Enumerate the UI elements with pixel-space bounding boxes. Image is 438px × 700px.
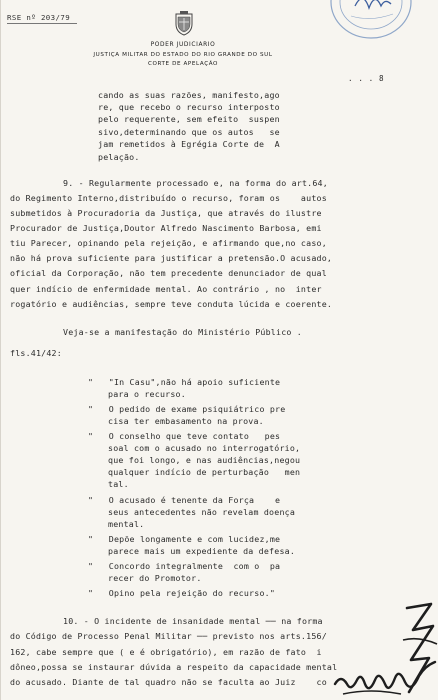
- text-line: 162, cabe sempre que ( e é obrigatório), em razão de fato i: [10, 647, 322, 657]
- text-line: do Regimento Interno,distribuído o recurso, foram os autos: [10, 193, 327, 203]
- reference-underline: [7, 23, 77, 24]
- quote-line: mental.: [108, 519, 145, 529]
- quote-line: que foi longo, e nas audiências,negou: [108, 455, 301, 465]
- text-line: não há prova suficiente para justificar a pretensão.O acusado,: [10, 253, 333, 263]
- letterhead: [61, 41, 305, 70]
- text-line: submetidos à Procuradoria da Justiça, que através do ilustre: [10, 208, 322, 218]
- quote-line: " O pedido de exame psiquiátrico pre: [88, 404, 286, 414]
- text-line: do acusado. Diante de tal quadro não se faculta ao Juiz co: [10, 677, 327, 687]
- letterhead-line: JUSTIÇA MILITAR DO ESTADO DO RIO GRANDE DO SUL: [93, 51, 273, 58]
- text-line: Veja-se a manifestação do Ministério Público .: [63, 327, 302, 337]
- quote-line: para o recurso.: [108, 389, 186, 399]
- coat-of-arms-icon: [173, 10, 195, 36]
- text-line: cando as suas razões, manifesto,ago: [98, 90, 280, 100]
- text-line: sivo,determinando que os autos se: [98, 127, 280, 137]
- text-line: fls.41/42:: [10, 348, 62, 358]
- text-line: quer indício de enfermidade mental. Ao contrário , no inter: [10, 284, 322, 294]
- letterhead-line: CORTE DE APELAÇÃO: [147, 61, 219, 68]
- quote-line: " O conselho que teve contato pes: [88, 431, 281, 441]
- court-seal-stamp: [321, 0, 417, 46]
- page-number: . . . 8: [348, 74, 385, 83]
- text-line: tiu Parecer, opinando pela rejeição, e afirmando que,no caso,: [10, 238, 327, 248]
- quote-line: " Concordo integralmente com o pa: [88, 561, 281, 571]
- quote-line: " Depõe longamente e com lucidez,me: [88, 534, 281, 544]
- text-line: dôneo,possa se instaurar dúvida a respeito da capacidade mental: [10, 662, 338, 672]
- text-line: pelo requerente, sem efeito suspen: [98, 114, 280, 124]
- quote-line: recer do Promotor.: [108, 573, 202, 583]
- quote-line: " Opino pela rejeição do recurso.": [88, 588, 276, 598]
- text-line: oficial da Corporação, não tem precedente denunciador de qual: [10, 268, 327, 278]
- quote-line: " O acusado é tenente da Força e: [88, 495, 281, 505]
- text-line: re, que recebo o recurso interposto: [98, 102, 280, 112]
- quote-line: parece mais um expediente da defesa.: [108, 546, 296, 556]
- text-line: Procurador de Justiça,Doutor Alfredo Nascimento Barbosa, emi: [10, 223, 322, 233]
- text-line: jam remetidos à Egrégia Corte de A: [98, 139, 280, 149]
- quote-line: seus antecedentes não revelam doença: [108, 507, 296, 517]
- text-line: do Código de Processo Penal Militar ── previsto nos arts.156/: [10, 631, 327, 641]
- text-line: pelação.: [98, 152, 140, 162]
- quote-line: qualquer indício de perturbação men: [108, 467, 301, 477]
- letterhead-line: PODER JUDICIARIO: [150, 42, 216, 48]
- document-reference: RSE nº 203/79: [7, 13, 71, 22]
- quote-line: soal com o acusado no interrogatório,: [108, 443, 301, 453]
- quote-line: cisa ter embasamento na prova.: [108, 416, 264, 426]
- handwritten-signature: [331, 654, 438, 700]
- text-line: 9. - Regularmente processado e, na forma do art.64,: [63, 178, 328, 188]
- quote-line: tal.: [108, 479, 129, 489]
- text-line: rogatório e audiências, sempre teve conduta lúcida e coerente.: [10, 299, 333, 309]
- text-line: 10. - O incidente de insanidade mental ── na forma: [63, 616, 323, 626]
- quote-line: " "In Casu",não há apoio suficiente: [88, 377, 281, 387]
